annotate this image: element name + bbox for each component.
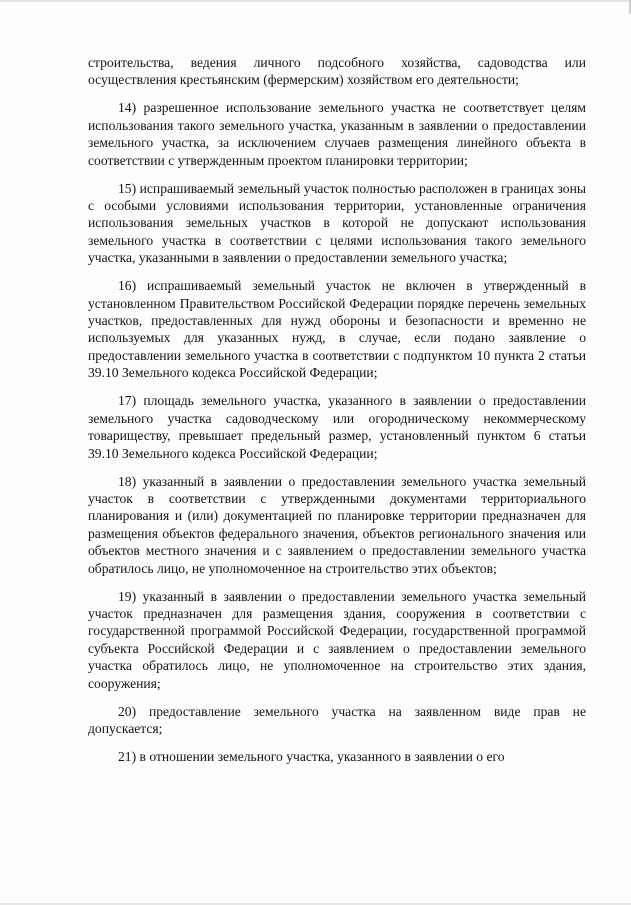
paragraph-item-20: 20) предоставление земельного участка на заявленном виде прав не допускается; [88, 703, 586, 736]
paragraph-item-19: 19) указанный в заявлении о предоставлении земельного участка земельный участок предназначен для размещения здания, сооружения в соответствии с государственной программой Российской Федерации, государственной программой субъекта Российской Федерации и с заявлением о предоставлении земельного участка обратилось лицо, не уполномоченное на строительство этих здания, сооружения; [88, 588, 586, 691]
scan-edge-top [0, 0, 631, 2]
paragraph-item-17: 17) площадь земельного участка, указанного в заявлении о предоставлении земельного участка садоводческому или огородническому некоммерческому товариществу, превышает предельный размер, установленный пунктом 6 статьи 39.10 Земельного кодекса Российской Федерации; [88, 393, 586, 461]
paragraph-item-21: 21) в отношении земельного участка, указанного в заявлении о его [118, 748, 505, 764]
paragraph-item-16: 16) испрашиваемый земельный участок не включен в утвержденный в установленном Правительством Российской Федерации порядке перечень земельных участков, предоставленных для нужд обороны и безопасности и временно не используемых для указанных нужд, в случае, если подано заявление о предоставлении земельного участка в соответствии с подпунктом 10 пункта 2 статьи 39.10 Земельного кодекса Российской Федерации; [88, 278, 586, 381]
document-body [88, 54, 586, 765]
paragraph-item-15: 15) испрашиваемый земельный участок полностью расположен в границах зоны с особыми условиями использования территории, установленные ограничения использования земельных участков в которой не допускают использования земельного участка в соответствии с целями использования такого земельного участка, указанными в заявлении о предоставлении земельного участка; [88, 180, 586, 266]
paragraph-item-14: 14) разрешенное использование земельного участка не соответствует целям использования такого земельного участка, указанным в заявлении о предоставлении земельного участка, за исключением случаев размещения линейного объекта в соответствии с утвержденным проектом планировки территории; [88, 100, 586, 168]
paragraph-item-18: 18) указанный в заявлении о предоставлении земельного участка земельный участок в соответствии с утвержденными документами территориального планирования и (или) документацией по планировке территории предназначен для размещения объектов федерального значения, объектов регионального значения или объектов местного значения и с заявлением о предоставлении земельного участка обратилось лицо, не уполномоченное на строительство этих объектов; [88, 473, 586, 576]
paragraph-continuation: строительства, ведения личного подсобного хозяйства, садоводства или осуществления крестьянским (фермерским) хозяйством его деятельности; [88, 55, 586, 88]
